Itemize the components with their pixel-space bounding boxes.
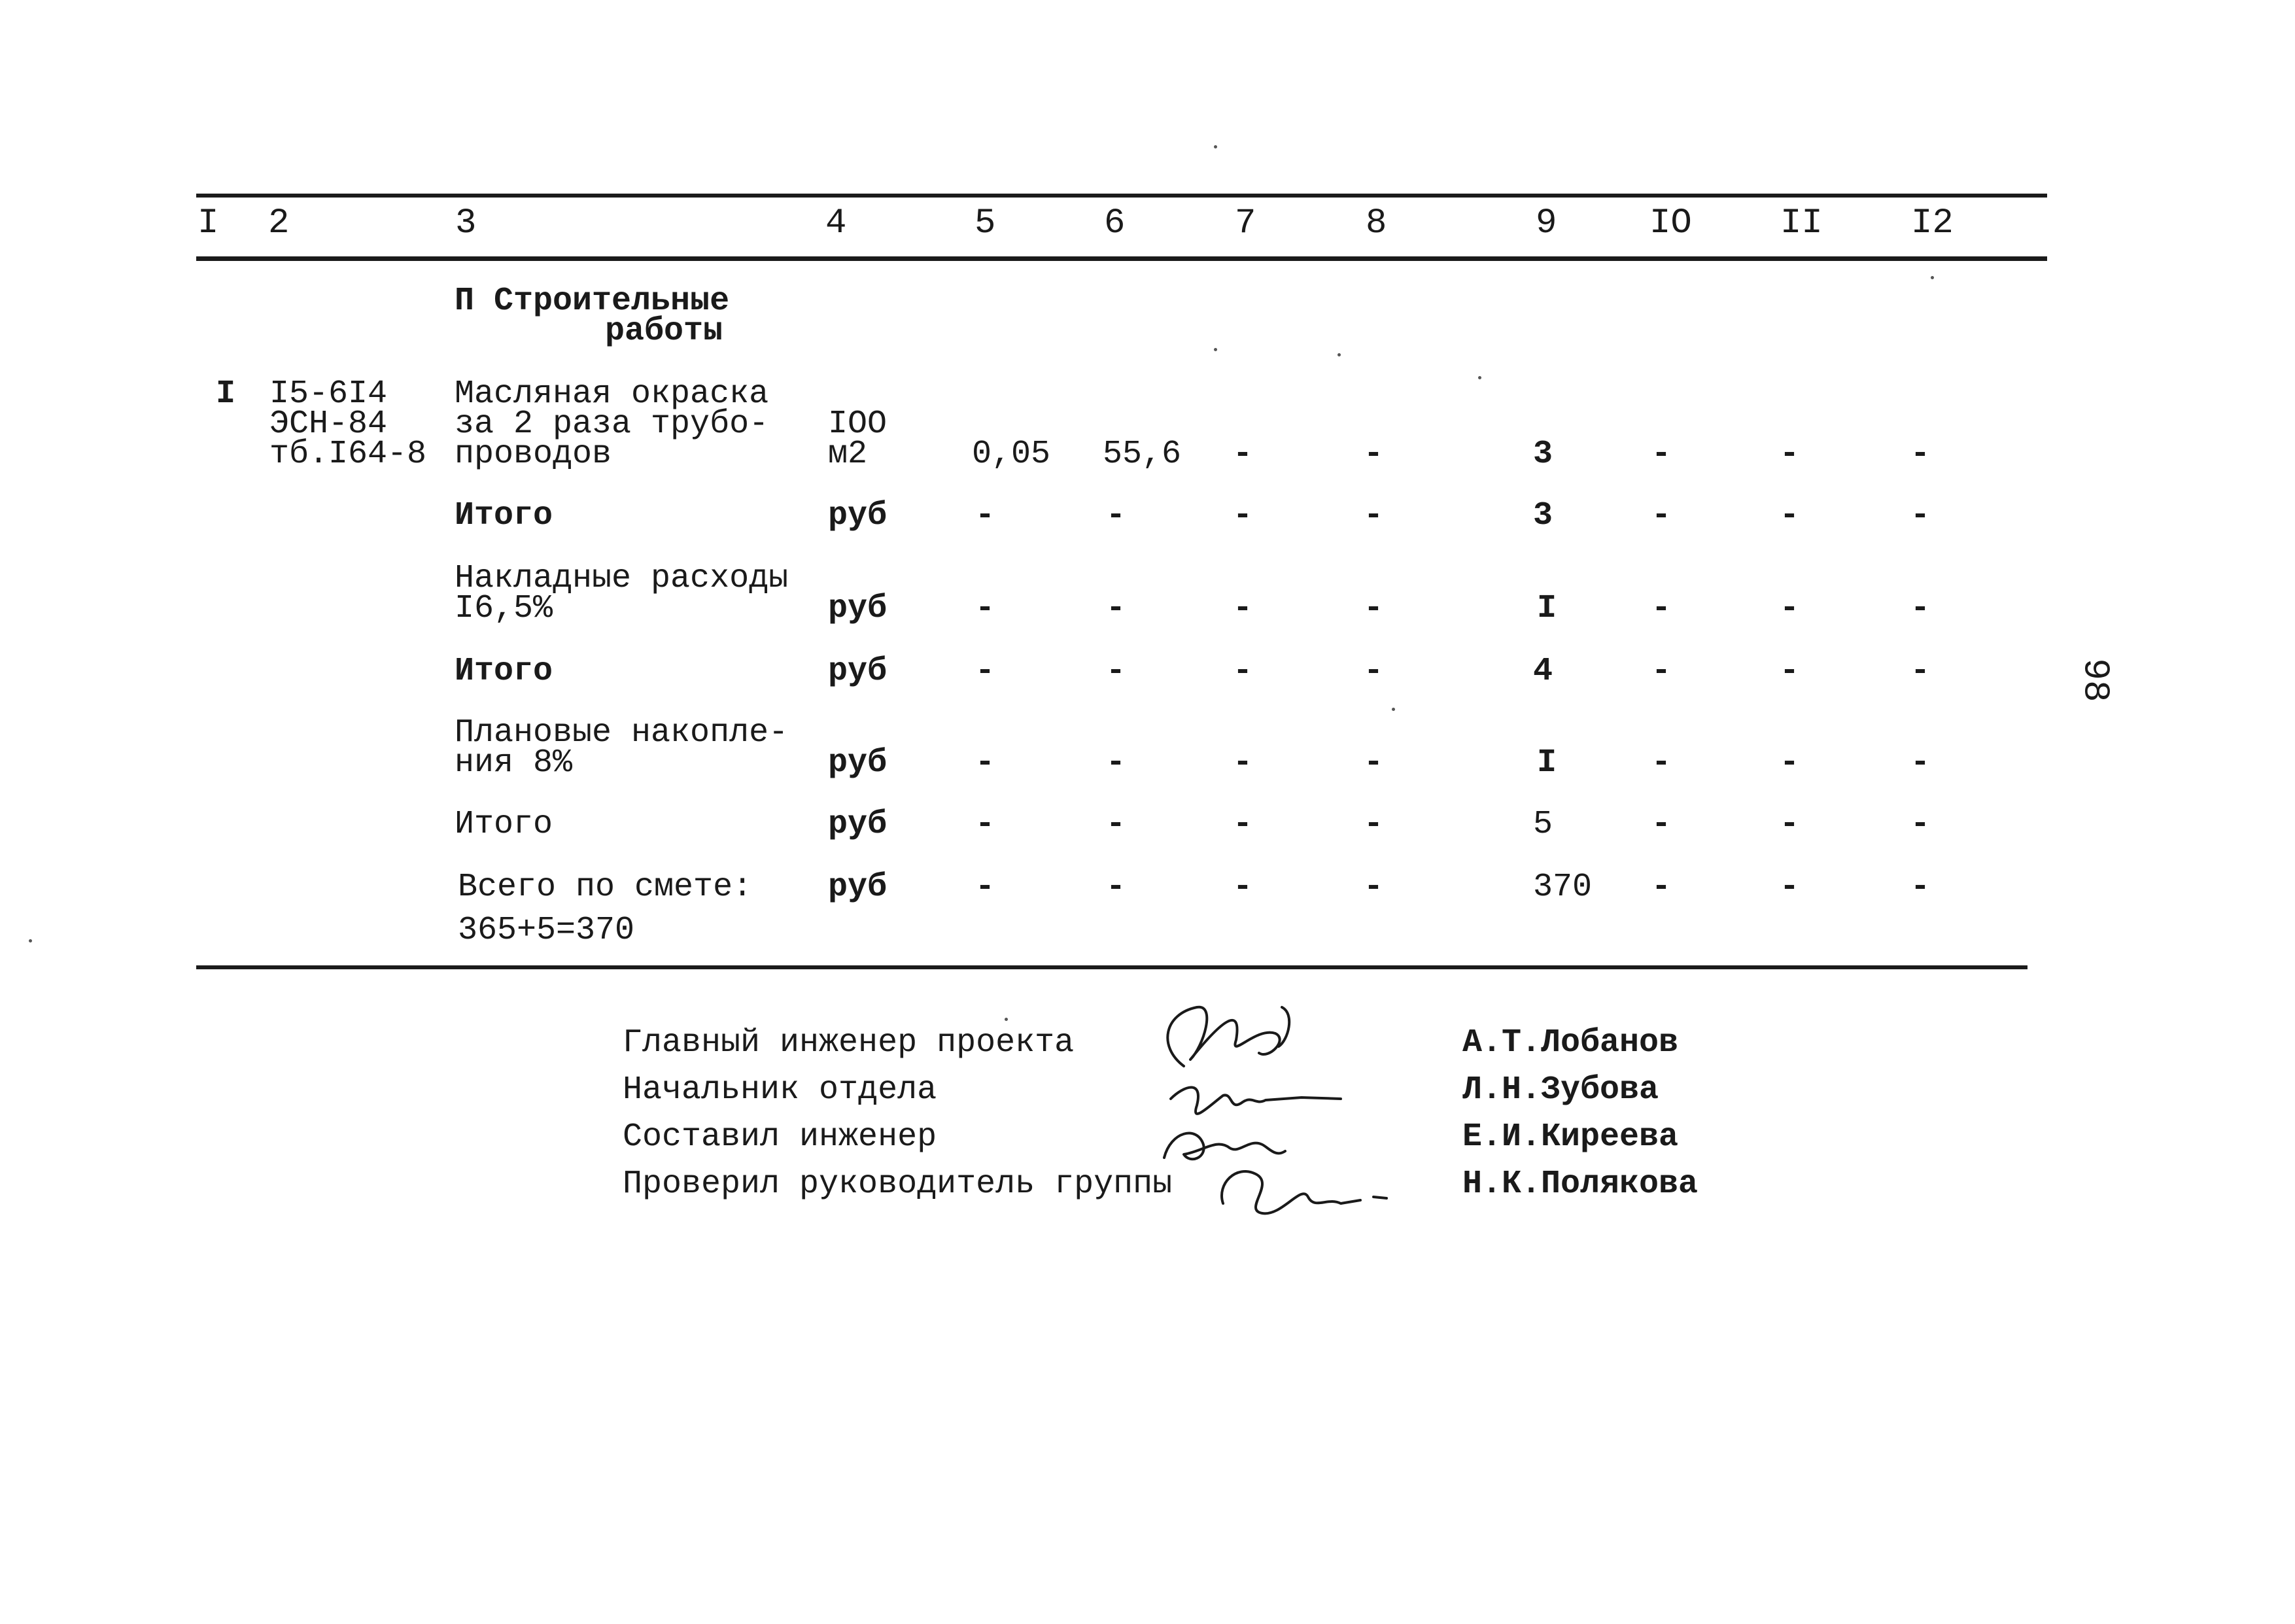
summary-label-line2: 365+5=370 [458,912,635,949]
summary-col6: - [1105,497,1126,534]
scan-speck [1214,348,1217,351]
signature-name: Е.И.Киреева [1462,1118,1679,1156]
row-col5-value: 0,05 [972,436,1051,473]
scan-speck [1005,1018,1008,1021]
summary-col10: - [1651,497,1671,534]
column-header-4: 4 [825,203,847,243]
summary-col7: - [1232,806,1252,843]
column-header-12: I2 [1911,203,1954,243]
column-header-10: IO [1649,203,1692,243]
signature-scribble-2 [1171,1088,1341,1114]
row-description-line3: проводов [455,436,612,473]
summary-col9: I [1537,590,1557,627]
summary-unit: руб [828,806,888,843]
row-col7-value: - [1232,436,1252,473]
summary-unit: руб [828,744,888,782]
summary-col10: - [1651,653,1671,690]
signature-role: Проверил руководитель группы [623,1166,1173,1203]
row-code-line2: ЭСН-84 [269,406,388,443]
column-header-5: 5 [975,203,996,243]
summary-col5: - [975,869,995,906]
table-bottom-rule [196,965,2028,969]
summary-col10: - [1651,744,1671,782]
summary-col7: - [1232,869,1252,906]
column-header-8: 8 [1366,203,1387,243]
summary-col5: - [975,744,995,782]
summary-col7: - [1232,497,1252,534]
summary-col8: - [1363,590,1383,627]
scan-speck [1337,353,1341,356]
header-bottom-rule [196,256,2047,261]
signature-name: А.Т.Лобанов [1462,1024,1679,1062]
summary-col9: 370 [1533,869,1593,906]
summary-col11: - [1779,869,1799,906]
row-col12-value: - [1910,436,1930,473]
column-header-2: 2 [268,203,290,243]
summary-label-line1: Накладные расходы [455,560,789,597]
table-top-rule [196,194,2047,198]
summary-col6: - [1105,590,1126,627]
summary-label: Итого [455,497,553,534]
section-title-line2: работы [605,313,723,350]
summary-col8: - [1363,806,1383,843]
summary-col9: I [1537,744,1557,782]
scan-speck [1478,376,1481,379]
summary-col8: - [1363,869,1383,906]
summary-col10: - [1651,590,1671,627]
handwritten-signatures [1145,988,1458,1243]
summary-unit: руб [828,590,888,627]
row-code-line1: I5-6I4 [269,375,388,413]
row-description-line1: Масляная окраска [455,375,769,413]
signature-scribble-4 [1222,1171,1387,1213]
summary-label-line1: Всего по смете: [458,869,753,906]
summary-unit: руб [828,653,888,690]
summary-col12: - [1910,869,1930,906]
summary-col7: - [1232,653,1252,690]
row-col6-value: 55,6 [1103,436,1182,473]
summary-col11: - [1779,806,1799,843]
signature-role: Составил инженер [623,1118,937,1156]
summary-col12: - [1910,653,1930,690]
summary-col8: - [1363,744,1383,782]
scan-speck [1214,145,1217,148]
column-header-6: 6 [1104,203,1126,243]
summary-col6: - [1105,744,1126,782]
column-header-9: 9 [1536,203,1557,243]
column-header-7: 7 [1235,203,1256,243]
column-header-11: II [1780,203,1823,243]
column-header-3: 3 [455,203,477,243]
summary-col11: - [1779,653,1799,690]
signature-role: Главный инженер проекта [623,1024,1075,1062]
scan-speck [29,939,32,942]
row-unit-line2: м2 [828,436,868,473]
row-col8-value: - [1363,436,1383,473]
summary-col12: - [1910,590,1930,627]
summary-col8: - [1363,653,1383,690]
summary-col6: - [1105,806,1126,843]
summary-col8: - [1363,497,1383,534]
summary-label: Итого [455,806,553,843]
summary-col7: - [1232,590,1252,627]
summary-label-line2: ния 8% [455,744,573,782]
section-title-line1: П Строительные [455,283,730,320]
summary-col9: 4 [1533,653,1553,690]
column-header-1: I [198,203,219,243]
page-number: 98 [2074,658,2116,702]
summary-col11: - [1779,497,1799,534]
signature-name: Н.К.Полякова [1462,1166,1699,1203]
summary-col5: - [975,653,995,690]
summary-col5: - [975,806,995,843]
row-number: I [216,375,236,413]
summary-unit: руб [828,497,888,534]
signature-scribble-1 [1167,1007,1289,1066]
summary-col5: - [975,497,995,534]
scan-speck [1392,708,1395,711]
row-unit-line1: IOO [828,406,888,443]
summary-col10: - [1651,806,1671,843]
row-col10-value: - [1651,436,1671,473]
summary-col12: - [1910,806,1930,843]
row-code-line3: тб.I64-8 [269,436,427,473]
summary-col9: 5 [1533,806,1553,843]
summary-col6: - [1105,653,1126,690]
summary-col12: - [1910,744,1930,782]
summary-col10: - [1651,869,1671,906]
row-col11-value: - [1779,436,1799,473]
row-col9-value: 3 [1533,436,1553,473]
summary-unit: руб [828,869,888,906]
signature-scribble-3 [1164,1133,1285,1160]
summary-col9: 3 [1533,497,1553,534]
summary-col5: - [975,590,995,627]
summary-label-line1: Плановые накопле- [455,714,789,752]
signature-name: Л.Н.Зубова [1462,1071,1659,1109]
summary-col11: - [1779,590,1799,627]
signature-role: Начальник отдела [623,1071,937,1109]
row-description-line2: за 2 раза трубо- [455,406,769,443]
scan-speck [1931,276,1934,279]
summary-label: Итого [455,653,553,690]
summary-label-line2: I6,5% [455,590,553,627]
summary-col7: - [1232,744,1252,782]
summary-col6: - [1105,869,1126,906]
summary-col11: - [1779,744,1799,782]
summary-col12: - [1910,497,1930,534]
